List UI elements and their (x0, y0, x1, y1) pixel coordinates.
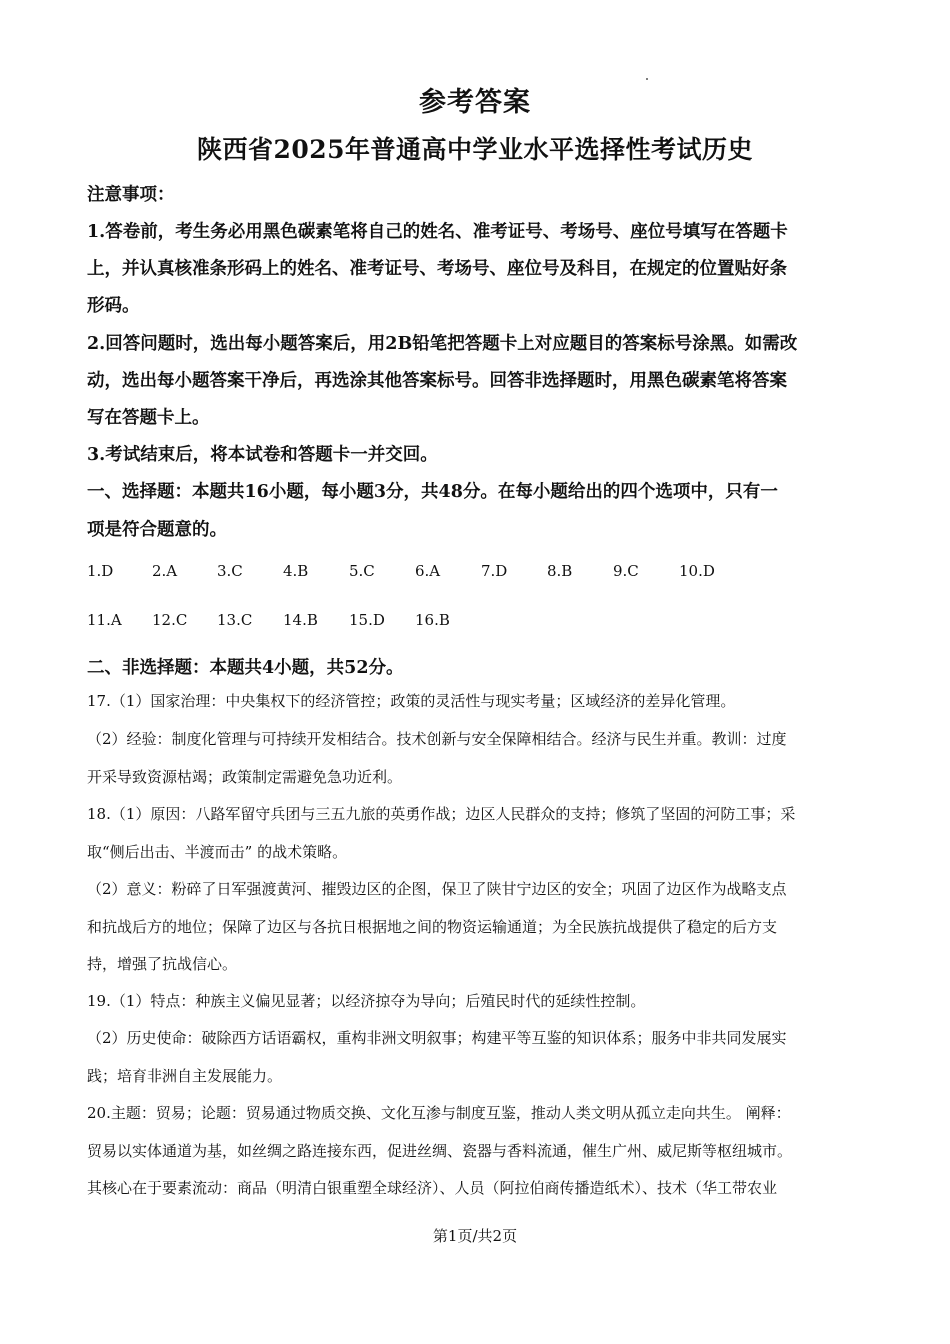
answer-item: 8.B (547, 562, 573, 580)
answer-item: 15.D (349, 611, 385, 629)
answer-item: 5.C (349, 562, 375, 580)
answer-item: 1.D (87, 562, 114, 580)
notice-line: 写在答题卡上。 (87, 408, 210, 428)
notice-heading: 注意事项： (87, 185, 175, 205)
answer-line: 17.（1）国家治理：中央集权下的经济管控；政策的灵活性与现实考量；区域经济的差异化管理。 (87, 692, 736, 710)
notice-line: 形码。 (87, 296, 140, 316)
answer-item: 3.C (217, 562, 243, 580)
answer-line: 开采导致资源枯竭；政策制定需避免急功近利。 (87, 768, 403, 786)
section2-heading: 二、非选择题：本题共4小题，共52分。 (87, 658, 404, 678)
answer-item: 12.C (152, 611, 188, 629)
answer-item: 4.B (283, 562, 309, 580)
answer-line: 18.（1）原因：八路军留守兵团与三五九旅的英勇作战；边区人民群众的支持；修筑了坚固的河防工事；采 (87, 805, 796, 823)
page-number: 第1页/共2页 (432, 1227, 518, 1245)
page-title: 参考答案 (419, 87, 531, 118)
answer-item: 6.A (415, 562, 441, 580)
notice-line: 动，选出每小题答案干净后，再选涂其他答案标号。回答非选择题时，用黑色碳素笔将答案 (87, 371, 787, 391)
answer-line: 20.主题：贸易；论题：贸易通过物质交换、文化互渗与制度互鉴，推动人类文明从孤立走向共生。 阐释： (87, 1104, 791, 1122)
section1-heading: 一、选择题：本题共16小题，每小题3分，共48分。在每小题给出的四个选项中，只有一 (87, 482, 778, 502)
notice-line: 上，并认真核准条形码上的姓名、准考证号、考场号、座位号及科目，在规定的位置贴好条 (87, 259, 787, 279)
answer-item: 16.B (415, 611, 450, 629)
answer-line: 取“侧后出击、半渡而击” 的战术策略。 (87, 843, 348, 861)
answer-line: 19.（1）特点：种族主义偏见显著；以经济掠夺为导向；后殖民时代的延续性控制。 (87, 992, 646, 1010)
answer-line: （2）历史使命：破除西方话语霸权，重构非洲文明叙事；构建平等互鉴的知识体系；服务中非共同发展实 (87, 1029, 787, 1047)
answer-item: 10.D (679, 562, 715, 580)
exam-title: 陕西省2025年普通高中学业水平选择性考试历史 (196, 135, 754, 164)
notice-line: 3.考试结束后，将本试卷和答题卡一并交回。 (87, 445, 438, 465)
answer-line: 和抗战后方的地位；保障了边区与各抗日根据地之间的物资运输通道；为全民族抗战提供了稳定的后方支 (87, 918, 778, 936)
answer-line: （2）意义：粉碎了日军强渡黄河、摧毁边区的企图，保卫了陕甘宁边区的安全；巩固了边区作为战略支点 (87, 880, 787, 898)
section1-heading: 项是符合题意的。 (87, 520, 227, 540)
answer-line: 贸易以实体通道为基，如丝绸之路连接东西，促进丝绸、瓷器与香料流通，催生广州、威尼斯等枢纽城市。 (87, 1142, 793, 1160)
answer-line: （2）经验：制度化管理与可持续开发相结合。技术创新与安全保障相结合。经济与民生并重。教训：过度 (87, 730, 787, 748)
notice-line: 1.答卷前，考生务必用黑色碳素笔将自己的姓名、准考证号、考场号、座位号填写在答题卡 (87, 222, 788, 242)
answer-item: 9.C (613, 562, 639, 580)
answer-line: 其核心在于要素流动：商品（明清白银重塑全球经济）、人员（阿拉伯商传播造纸术）、技术（华工带农业 (87, 1179, 778, 1197)
notice-line: 2.回答问题时，选出每小题答案后，用2B铅笔把答题卡上对应题目的答案标号涂黑。如需改 (87, 334, 798, 354)
answer-item: 2.A (152, 562, 178, 580)
answer-item: 13.C (217, 611, 253, 629)
answer-item: 7.D (481, 562, 508, 580)
answer-line: 践；培育非洲自主发展能力。 (87, 1067, 283, 1085)
answer-item: 14.B (283, 611, 318, 629)
answer-line: 持，增强了抗战信心。 (87, 955, 238, 973)
answer-item: 11.A (87, 611, 122, 629)
